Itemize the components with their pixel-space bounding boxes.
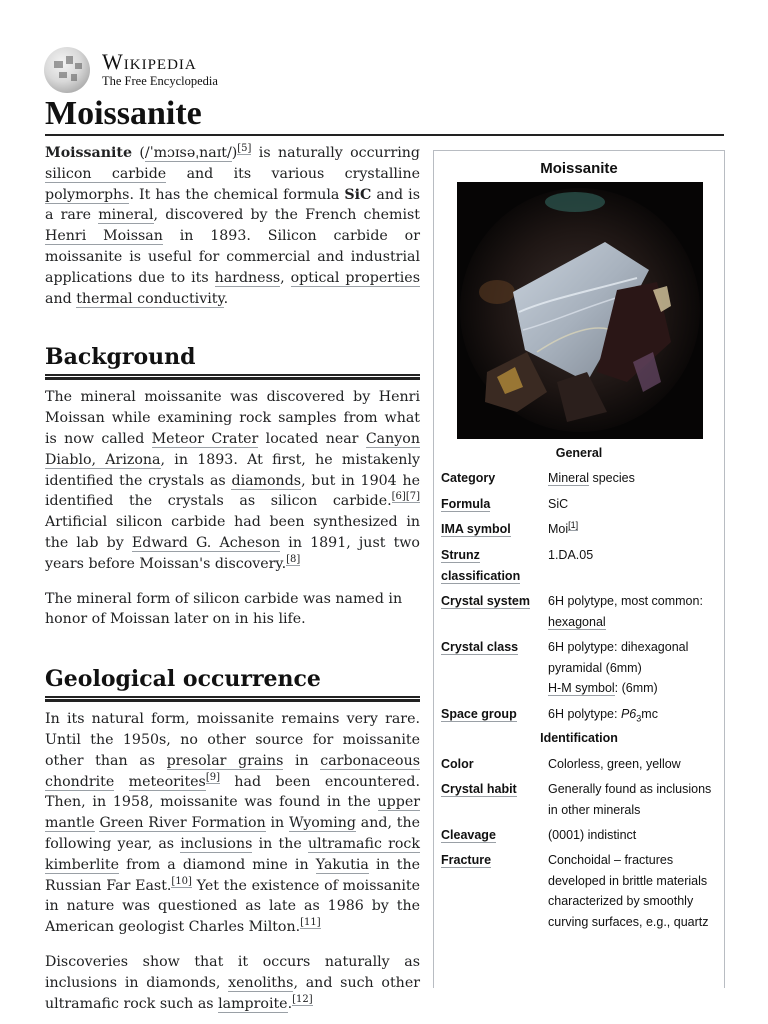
pronunciation-link[interactable]: /ˈmɔɪsəˌnaɪt/ <box>144 145 232 161</box>
row-value: (0001) indistinct <box>548 828 637 842</box>
link-crystal-class[interactable]: Crystal class <box>441 640 519 654</box>
row-label <box>441 545 531 586</box>
row-label <box>441 519 541 540</box>
link-lamproite[interactable]: lamproite <box>218 995 288 1012</box>
text: mc <box>641 707 658 721</box>
text: , discovered by the French chemist <box>153 207 420 224</box>
row-value <box>548 637 723 699</box>
infobox-section-identification: Identification <box>540 731 618 745</box>
wikipedia-logo[interactable] <box>44 47 224 95</box>
text: and its various crystalline <box>166 165 420 182</box>
ref-10[interactable]: [10] <box>171 875 192 887</box>
geological-paragraph-1 <box>45 709 420 938</box>
text: species <box>589 471 635 485</box>
text: and <box>45 290 77 307</box>
text: 6H polytype: dihexagonal pyramidal (6mm) <box>548 640 689 675</box>
text: : (6mm) <box>614 681 658 695</box>
link-green-river-formation[interactable]: Green River Formation <box>99 815 266 832</box>
intro-term: Moissanite <box>45 145 133 161</box>
geological-paragraph-2 <box>45 952 420 1014</box>
link-mineral[interactable]: mineral <box>98 207 154 224</box>
text: 6H polytype, most common: <box>548 594 703 608</box>
link-mineral-species[interactable]: Mineral <box>548 471 589 485</box>
link-strunz-classification[interactable]: Strunz classification <box>441 548 521 583</box>
text: , but in 1904 he identified the crystals as silicon carbide. <box>45 472 420 510</box>
link-ima-symbol[interactable]: IMA symbol <box>441 522 511 536</box>
text: in <box>283 752 321 769</box>
row-value: Colorless, green, yellow <box>548 757 681 771</box>
heading-background: Background <box>45 344 196 371</box>
row-value <box>548 468 723 489</box>
text: from a diamond mine in <box>119 856 316 873</box>
link-yakutia[interactable]: Yakutia <box>315 856 369 873</box>
link-presolar-grains[interactable]: presolar grains <box>166 752 284 769</box>
wikipedia-wordmark: Wikipedia <box>102 49 197 74</box>
link-polymorphs[interactable]: polymorphs <box>45 186 130 203</box>
link-inclusions[interactable]: inclusions <box>180 835 253 852</box>
background-paragraph-2: The mineral form of silicon carbide was named in honor of Moissan later on in his life. <box>45 590 403 628</box>
text: in 1893. Silicon carbide or moissanite is useful for commercial and industrial applications due to its <box>45 228 421 286</box>
link-edward-acheson[interactable]: Edward G. Acheson <box>131 534 281 551</box>
link-meteorites[interactable]: meteorites <box>128 773 206 790</box>
link-carbonaceous-chondrite[interactable]: carbonaceous chondrite <box>45 752 420 790</box>
link-cleavage[interactable]: Cleavage <box>441 828 496 842</box>
space-group-subscript: 3 <box>636 713 642 724</box>
row-label <box>441 704 541 725</box>
row-value <box>548 519 723 540</box>
link-kimberlite[interactable]: kimberlite <box>45 856 120 873</box>
row-value <box>548 591 723 632</box>
text: Discoveries show that it occurs naturally as inclusions in diamonds, <box>45 953 420 991</box>
background-paragraph-1 <box>45 387 420 574</box>
link-optical-properties[interactable]: optical properties <box>290 269 420 286</box>
ref-7[interactable]: [7] <box>405 491 420 503</box>
page-title: Moissanite <box>45 95 202 132</box>
row-label <box>441 591 541 612</box>
text: in the <box>252 835 308 852</box>
text: 6H polytype: <box>548 707 621 721</box>
ref-9[interactable]: [9] <box>205 771 221 783</box>
text: Yet the existence of moissanite in nature was questioned as late as 1986 by the American geologist Charles Milton. <box>45 877 420 936</box>
link-meteor-crater[interactable]: Meteor Crater <box>151 430 259 447</box>
text: In its natural form, moissanite remains very rare. Until the 1950s, no other source for moissanite other than as <box>45 711 420 769</box>
text: is naturally occurring <box>251 145 421 161</box>
link-space-group[interactable]: Space group <box>441 707 517 721</box>
row-label <box>441 779 541 800</box>
link-henri-moissan[interactable]: Henri Moissan <box>45 228 163 245</box>
wikipedia-tagline: The Free Encyclopedia <box>102 74 218 88</box>
text: . <box>223 290 229 307</box>
ref-12[interactable]: [12] <box>292 993 313 1005</box>
text: in the Russian Far East. <box>45 856 420 894</box>
text: . <box>287 995 293 1012</box>
text: , and such other ultramafic rock such as <box>45 974 420 1012</box>
link-silicon-carbide[interactable]: silicon carbide <box>45 165 167 182</box>
link-diamonds[interactable]: diamonds <box>231 472 302 489</box>
text: in 1891, just two years before Moissan's discovery. <box>45 534 420 572</box>
row-label: Category <box>441 471 496 485</box>
row-label <box>441 494 541 515</box>
heading-geological-occurrence: Geological occurrence <box>45 666 321 693</box>
ref-6[interactable]: [6] <box>391 491 406 503</box>
row-value: 1.DA.05 <box>548 548 594 562</box>
link-thermal-conductivity[interactable]: thermal conductivity <box>76 290 224 307</box>
ref-11[interactable]: [11] <box>300 917 321 929</box>
text: had been encountered. Then, in 1958, moissanite was found in the <box>45 773 420 811</box>
link-crystal-system[interactable]: Crystal system <box>441 594 530 608</box>
link-hm-symbol[interactable]: H-M symbol <box>548 681 615 695</box>
text: . It has the chemical formula <box>129 186 345 203</box>
link-xenoliths[interactable]: xenoliths <box>228 974 294 991</box>
link-canyon-diablo[interactable]: Canyon Diablo, Arizona <box>45 430 420 468</box>
row-value: Generally found as inclusions in other minerals <box>548 782 712 817</box>
row-label <box>441 850 541 871</box>
link-hardness[interactable]: hardness <box>214 269 281 286</box>
text: and is a rare <box>45 186 420 224</box>
ref-1[interactable]: [1] <box>568 520 579 530</box>
row-value: Conchoidal – fractures developed in brittle materials characterized by smoothly curving surfaces, e.g., quartz <box>548 853 709 929</box>
row-value <box>548 704 723 725</box>
infobox <box>433 150 725 988</box>
link-ultramafic-rock[interactable]: ultramafic rock <box>307 835 420 852</box>
moissanite-crystal-image[interactable] <box>457 182 703 439</box>
formula-text: SiC <box>344 186 372 203</box>
text: Moi <box>548 522 569 536</box>
text: and, the following year, as <box>45 815 420 852</box>
infobox-title: Moissanite <box>540 160 618 177</box>
article-body <box>45 143 420 1014</box>
link-wyoming[interactable]: Wyoming <box>288 815 357 832</box>
space-group-symbol: P6 <box>620 707 637 721</box>
intro-paragraph: Moissanite (/ˈmɔɪsəˌnaɪt/)[5] is naturally occurring silicon carbide and its various crystalline polymorphs. It has the chemical formula SiC and is a rare mineral, discovered by the French chemist Henri Moissan in 1893. Silicon carbide or moissanite is useful for commercial and industrial applications due to its hardness, optical properties and thermal conductivity. <box>45 143 421 307</box>
text: Artificial silicon carbide had been synthesized in the lab by <box>45 514 420 551</box>
row-label: Color <box>441 757 474 771</box>
link-hexagonal[interactable]: hexagonal <box>548 614 606 629</box>
ref-8[interactable]: [8] <box>286 553 301 565</box>
title-divider <box>45 134 724 136</box>
wikipedia-globe-icon <box>44 47 90 93</box>
text: , <box>280 269 291 286</box>
infobox-section-general: General <box>555 446 603 460</box>
text: located near <box>258 430 366 447</box>
row-value: SiC <box>548 497 569 511</box>
link-upper-mantle[interactable]: upper mantle <box>45 794 420 832</box>
text: in <box>265 815 289 832</box>
row-label <box>441 637 541 658</box>
link-formula[interactable]: Formula <box>441 497 491 511</box>
text: The mineral moissanite was discovered by Henri Moissan while examining rock samples from what is now called <box>45 389 420 447</box>
text: , in 1893. At first, he mistakenly identified the crystals as <box>45 451 420 489</box>
row-label <box>441 825 541 846</box>
ref-5[interactable]: [5] <box>237 143 252 154</box>
link-crystal-habit[interactable]: Crystal habit <box>441 782 517 796</box>
text <box>114 774 128 790</box>
link-fracture[interactable]: Fracture <box>441 853 492 867</box>
crystal-photo-icon <box>457 182 703 439</box>
